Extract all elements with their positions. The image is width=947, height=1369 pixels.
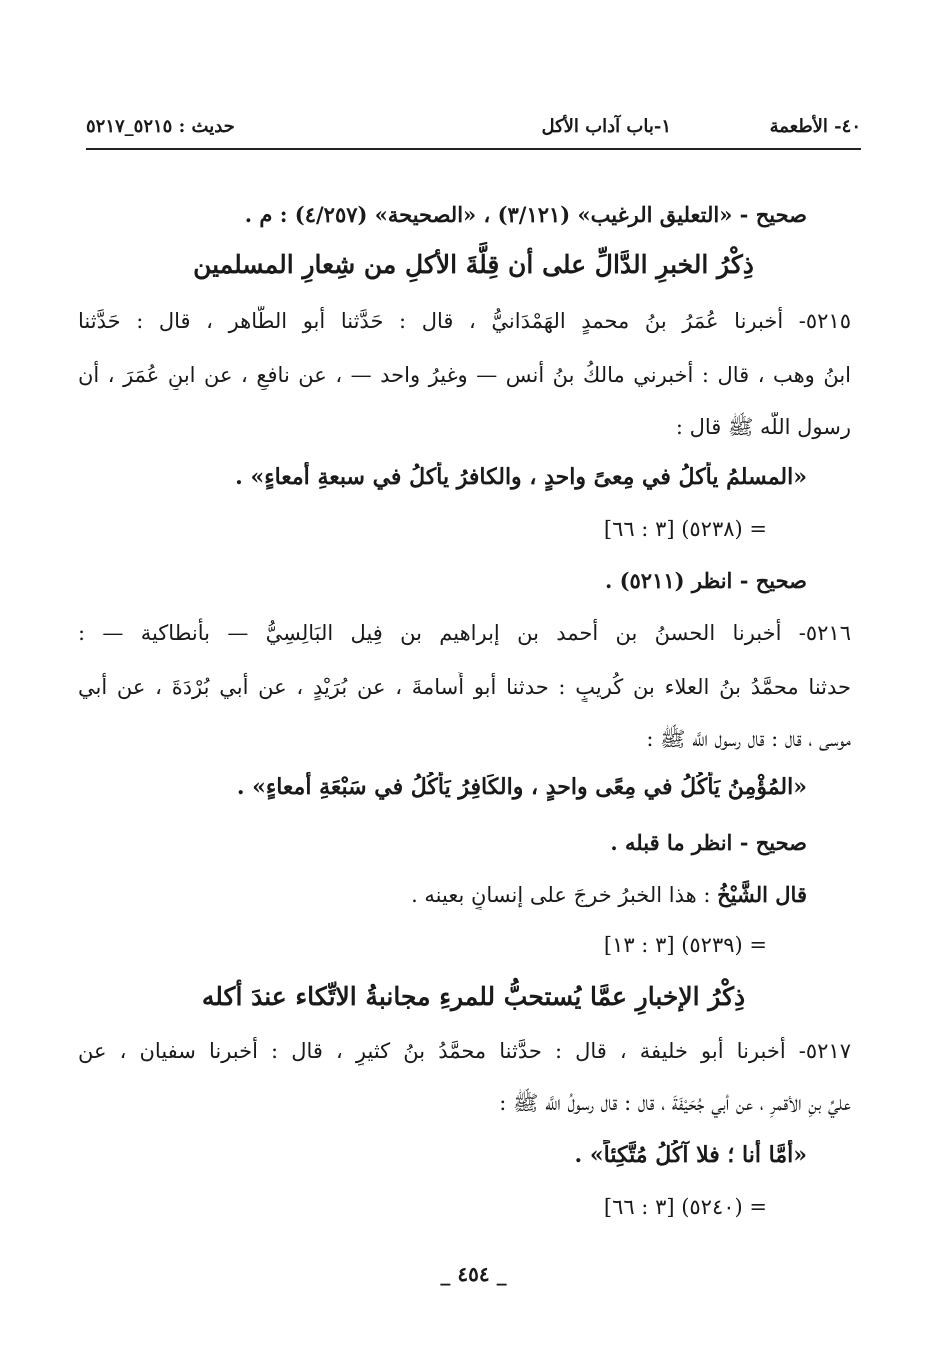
hadith-5217-ref: = (٥٢٤٠) [٣ : ٦٦] xyxy=(603,1195,767,1219)
hadith-5216-line-2: حدثنا محمَّدُ بنُ العلاء بن كُريبٍ : حدثنا أبو أُسامةَ ، عن بُرَيْدٍ ، عن أبي بُرْدَةَ ، عن أبي xyxy=(78,675,851,699)
grade-top: صحيح - «التعليق الرغيب» (٣/١٢١) ، «الصحيحة» (٤/٢٥٧) : م . xyxy=(244,202,807,227)
hadith-5216-line-3: موسى ، قال : قال رسول اللَّه ﷺ : xyxy=(646,727,851,751)
shaykh-label: قال الشَّيْخُ xyxy=(717,882,807,907)
hadith-5216-grade: صحيح - انظر ما قبله . xyxy=(610,830,807,855)
hadith-5216-line-1: ٥٢١٦- أخبرنا الحسنُ بن أحمد بن إبراهيم بن فِيل البَالِسِيُّ — بأنطاكية — : xyxy=(78,621,851,645)
section-title-2: ذِكْرُ الإخبارِ عمَّا يُستحبُّ للمرءِ مجانبةُ الاتِّكاء عندَ أكله xyxy=(201,982,746,1011)
hadith-5215-line-1: ٥٢١٥- أخبرنا عُمَرُ بنُ محمدٍ الهَمْدَانيُّ ، قال : حَدَّثنا أبو الطَّاهر ، قال : حَدَّثنا xyxy=(78,309,851,333)
shaykh-note xyxy=(78,880,807,910)
hadith-5215-quote: «المسلمُ يأكلُ في مِعىً واحدٍ ، والكافرُ يأكلُ في سبعةِ أمعاءٍ» . xyxy=(235,464,807,490)
hadith-5215-line-3: رسول اللَّه ﷺ قال : xyxy=(675,415,851,439)
hadith-5216-quote: «المُؤْمِنُ يَأْكُلُ في مِعًى واحدٍ ، والكَافِرُ يَأْكُلُ في سَبْعَةِ أمعاءٍ» . xyxy=(236,774,807,800)
hadith-5215-grade: صحيح - انظر (٥٢١١) . xyxy=(604,568,807,593)
page-number: _ ٤٥٤ _ xyxy=(440,1262,507,1286)
hadith-5215-line-2: ابنُ وهب ، قال : أخبرني مالكُ بنُ أنس — وغيرُ واحد — ، عن نافعٍ ، عن ابنِ عُمَرَ ، أن xyxy=(78,363,851,387)
hadith-5217-line-2: عليِّ بنِ الأقمرِ ، عن أبي جُحَيْفَةَ ، قال : قال رسولُ اللَّه ﷺ : xyxy=(499,1091,851,1115)
hadith-5216-ref: = (٥٢٣٩) [٣ : ١٣] xyxy=(603,933,767,957)
hadith-5215-ref: = (٥٢٣٨) [٣ : ٦٦] xyxy=(603,517,767,541)
header-hadith-range: حديث : ٥٢١٥_٥٢١٧ xyxy=(86,116,235,137)
section-title-1: ذِكْرُ الخبرِ الدَّالِّ على أن قِلَّةَ الأكلِ من شِعارِ المسلمين xyxy=(193,250,754,279)
running-header xyxy=(86,112,861,150)
shaykh-text: : هذا الخبرُ خرجَ على إنسانٍ بعينه . xyxy=(411,883,711,907)
header-section: ١-باب آداب الأكل xyxy=(541,116,671,137)
hadith-5217-quote: «أمَّا أنا ؛ فلا آكُلُ مُتَّكِئاً» . xyxy=(574,1142,807,1168)
hadith-5217-line-1: ٥٢١٧- أخبرنا أبو خليفة ، قال : حدَّثنا محمَّدُ بنُ كثيرٍ ، قال : أخبرنا سفيان ، عن xyxy=(78,1039,851,1063)
header-chapter: ٤٠- الأطعمة xyxy=(769,116,861,137)
